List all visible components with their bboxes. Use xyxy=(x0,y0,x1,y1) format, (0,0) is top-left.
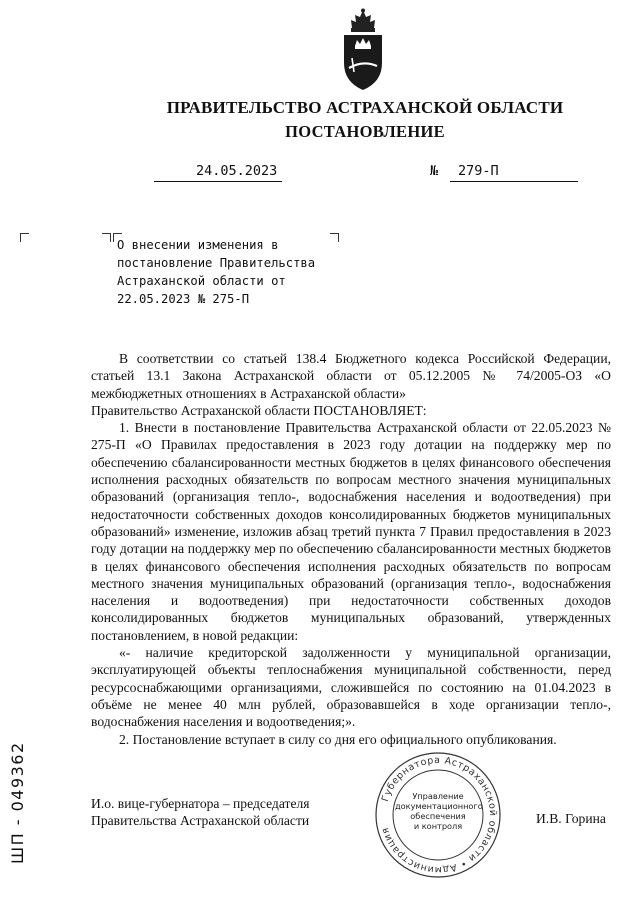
side-registration-code: ШП - 049362 xyxy=(8,741,27,864)
intro-paragraph: В соответствии со статьей 138.4 Бюджетного кодекса Российской Федерации, статьей 13.1 Закона Астраханской области от 05.12.2005 № 74/2005-ОЗ «О межбюджетных отношениях в Астраханской области» xyxy=(91,351,611,401)
organization-title: ПРАВИТЕЛЬСТВО АСТРАХАНСКОЙ ОБЛАСТИ xyxy=(166,98,564,117)
signer-position xyxy=(91,795,351,829)
quoted-amendment-paragraph: «- наличие кредиторской задолженности у муниципальной организации, эксплуатирующей объекты теплоснабжения муниципальной собственности, перед ресурсоснабжающими организациями, сложившейся по состоянию на 01.04.2023 в объёме не менее 40 млн рублей, образовавшейся в ходе организации тепло-, водоснабжения населения и водоотведения;». xyxy=(91,645,611,730)
document-body xyxy=(91,350,611,748)
stamp-line: Управление xyxy=(412,791,464,801)
corner-mark-icon xyxy=(102,233,111,242)
astrakhan-coat-of-arms-icon xyxy=(338,8,388,94)
stamp-center-text xyxy=(395,791,481,831)
document-date: 24.05.2023 xyxy=(196,163,278,179)
stamp-line: и контроля xyxy=(413,821,463,831)
stamp-line: обеспечения xyxy=(410,811,466,821)
corner-mark-icon xyxy=(20,233,29,242)
document-number: 279-П xyxy=(458,163,499,179)
signer-position-line: Правительства Астраханской области xyxy=(91,813,310,828)
stamp-ring-text: Губернатора Астраханской области • Администрация xyxy=(379,754,499,876)
stamp-line: документационного xyxy=(395,801,483,811)
item-1-paragraph: 1. Внести в постановление Правительства Астраханской области от 22.05.2023 № 275-П «О Правилах предоставления в 2023 году дотации на поддержку мер по обеспечению сбалансированности местных бюджетов в целях финансового обеспечения исполнения расходных обязательств по вопросам местного значения муниципальных образований (организация тепло-, водоснабжения населения и водоотведения) при недостаточности собственных доходов консолидированных бюджетов муниципальных образований» изменение, изложив абзац третий пункта 7 Правил предоставления в 2023 году дотации на поддержку мер по обеспечению сбалансированности местных бюджетов в целях финансового обеспечения исполнения расходных обязательств по вопросам местного значения муниципальных образований (организация тепло-, водоснабжения населения и водоотведения) при недостаточности собственных доходов консолидированных бюджетов муниципальных образований, утвержденных постановлением, в новой редакции: xyxy=(91,420,611,643)
signer-position-line: И.о. вице-губернатора – председателя xyxy=(91,796,310,811)
document-type: ПОСТАНОВЛЕНИЕ xyxy=(285,122,445,141)
signer-name: И.В. Горина xyxy=(536,811,606,826)
corner-mark-icon xyxy=(330,233,339,242)
number-sign: № xyxy=(430,163,439,179)
document-subject: О внесении изменения в постановление Правительства Астраханской области от 22.05.2023 № 275-П xyxy=(117,238,316,306)
resolution-paragraph: Правительство Астраханской области ПОСТАНОВЛЯЕТ: xyxy=(91,402,427,418)
item-2-paragraph: 2. Постановление вступает в силу со дня его официального опубликования. xyxy=(119,731,557,747)
